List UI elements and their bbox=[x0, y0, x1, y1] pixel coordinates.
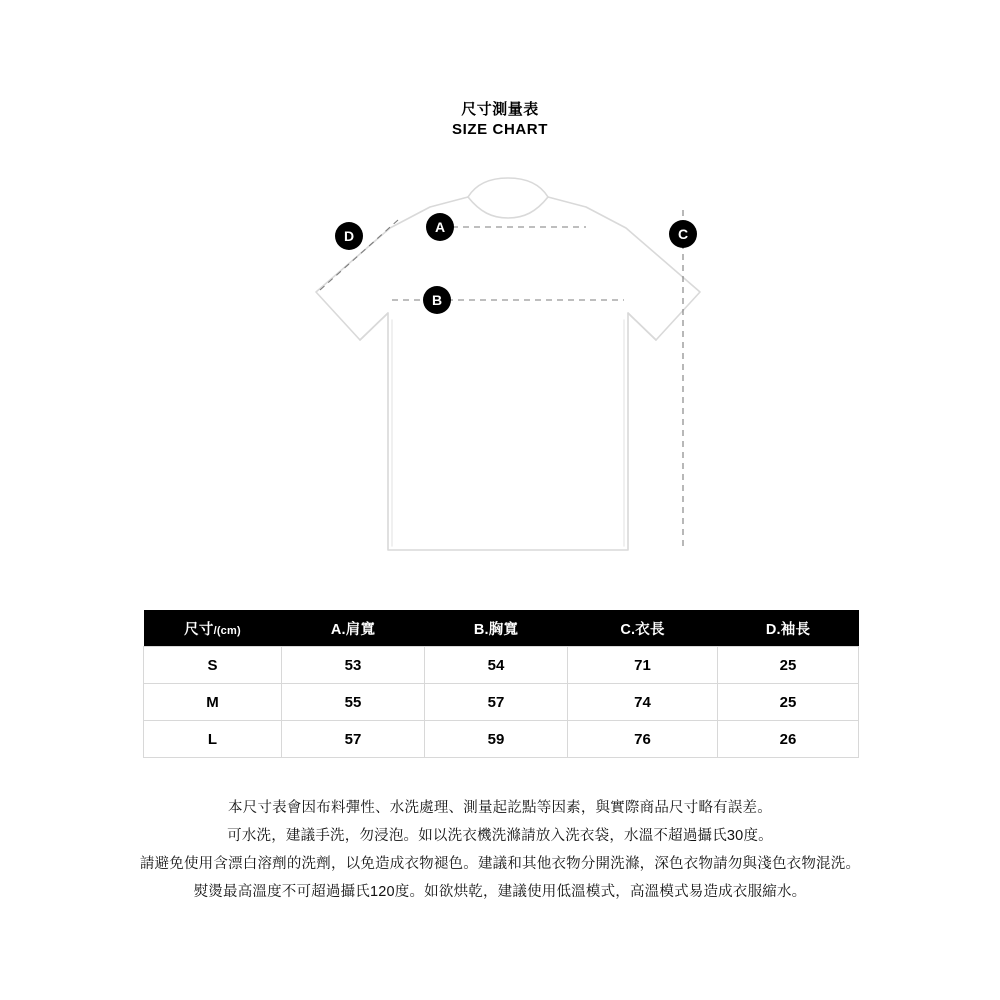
cell-length: 71 bbox=[568, 647, 718, 684]
badge-c: C bbox=[669, 220, 697, 248]
cell-shoulder: 55 bbox=[282, 684, 425, 721]
cell-shoulder: 57 bbox=[282, 721, 425, 758]
cell-shoulder: 53 bbox=[282, 647, 425, 684]
care-note-line: 本尺寸表會因布料彈性、水洗處理、測量起訖點等因素，與實際商品尺寸略有誤差。 bbox=[228, 800, 772, 816]
size-chart-table bbox=[143, 610, 859, 758]
care-note-line: 可水洗，建議手洗，勿浸泡。如以洗衣機洗滌請放入洗衣袋，水溫不超過攝氏30度。 bbox=[227, 828, 773, 845]
table-row bbox=[144, 647, 859, 684]
tshirt-outline-svg bbox=[280, 150, 720, 570]
table-header-row bbox=[144, 610, 859, 647]
tshirt-diagram bbox=[280, 150, 720, 570]
column-header-chest: B.胸寬 bbox=[425, 610, 568, 647]
cell-size: S bbox=[144, 647, 282, 684]
cell-size: L bbox=[144, 721, 282, 758]
table-row bbox=[144, 721, 859, 758]
table-row bbox=[144, 684, 859, 721]
size-chart-table-wrap bbox=[143, 610, 858, 758]
badge-b: B bbox=[423, 286, 451, 314]
page-title-cn: 尺寸測量表 bbox=[461, 101, 539, 118]
cell-chest: 54 bbox=[425, 647, 568, 684]
care-note-line: 熨燙最高溫度不可超過攝氏120度。如欲烘乾，建議使用低溫模式，高溫模式易造成衣服縮水。 bbox=[193, 884, 807, 901]
cell-sleeve: 25 bbox=[718, 647, 859, 684]
column-header-shoulder: A.肩寬 bbox=[282, 610, 425, 647]
column-header-size-unit: /(cm) bbox=[213, 624, 241, 637]
cell-size: M bbox=[144, 684, 282, 721]
tshirt-shape bbox=[316, 178, 700, 550]
care-note-line: 請避免使用含漂白溶劑的洗劑，以免造成衣物褪色。建議和其他衣物分開洗滌，深色衣物請勿與淺色衣物混洗。 bbox=[139, 856, 861, 873]
column-header-size-label: 尺寸 bbox=[184, 621, 214, 638]
cell-chest: 59 bbox=[425, 721, 568, 758]
column-header-length: C.衣長 bbox=[568, 610, 718, 647]
column-header-size bbox=[144, 610, 282, 647]
cell-length: 76 bbox=[568, 721, 718, 758]
badge-a: A bbox=[426, 213, 454, 241]
cell-sleeve: 25 bbox=[718, 684, 859, 721]
page-title bbox=[0, 100, 1000, 141]
page-title-en: SIZE CHART bbox=[452, 121, 548, 139]
care-notes bbox=[0, 798, 1000, 910]
column-header-sleeve: D.袖長 bbox=[718, 610, 859, 647]
badge-d: D bbox=[335, 222, 363, 250]
cell-chest: 57 bbox=[425, 684, 568, 721]
cell-sleeve: 26 bbox=[718, 721, 859, 758]
cell-length: 74 bbox=[568, 684, 718, 721]
